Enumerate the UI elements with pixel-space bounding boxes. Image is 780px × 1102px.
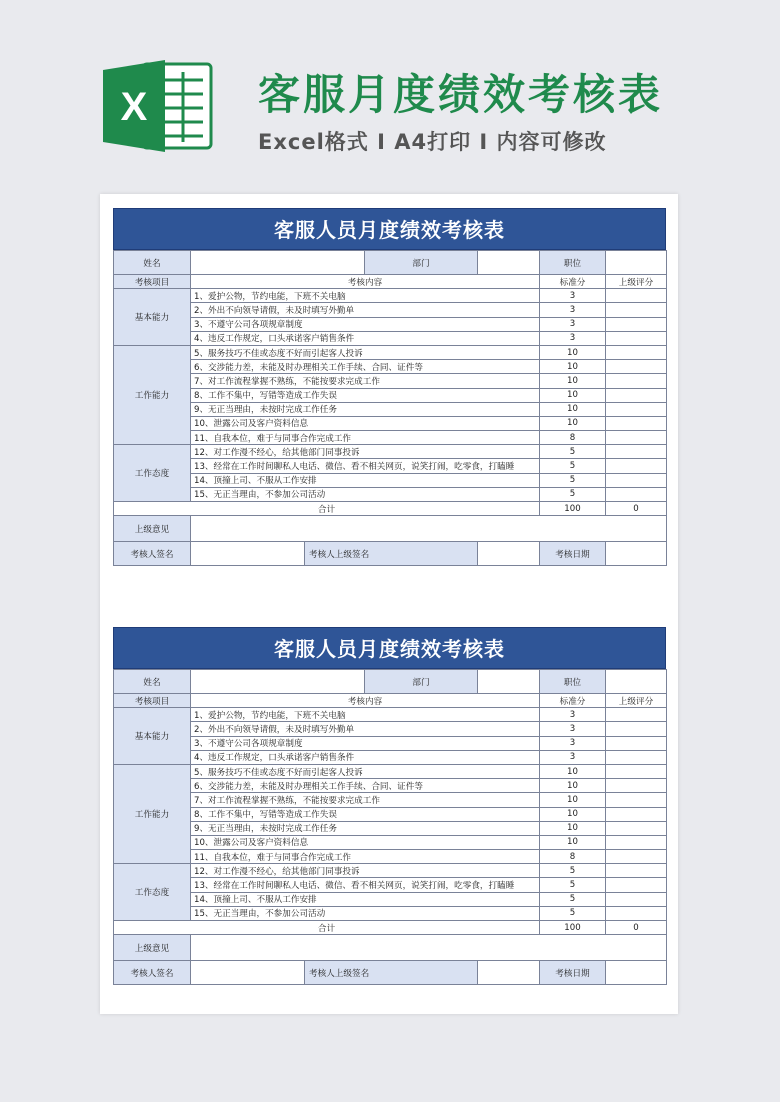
total-label: 合计 (114, 502, 540, 516)
item-supervisor-score[interactable] (606, 345, 667, 359)
item-supervisor-score[interactable] (606, 878, 667, 892)
item-content: 2、外出不向领导请假，未及时填写外勤单 (191, 303, 540, 317)
item-supervisor-score[interactable] (606, 807, 667, 821)
page-title: 客服月度绩效考核表 (258, 70, 664, 119)
appraisal-sheet-2 (113, 627, 666, 985)
total-row (114, 921, 667, 935)
table-row (114, 331, 667, 345)
item-content: 1、爱护公物，节约电能，下班不关电脑 (191, 289, 540, 303)
date-field[interactable] (606, 542, 667, 566)
item-content: 12、对工作漫不经心，给其他部门同事投诉 (191, 445, 540, 459)
date-field[interactable] (606, 961, 667, 985)
table-row (114, 793, 667, 807)
col-std-header: 标准分 (540, 694, 606, 708)
item-standard-score: 10 (540, 388, 606, 402)
position-label: 职位 (540, 670, 606, 694)
signature-row (114, 542, 667, 566)
signature-row (114, 961, 667, 985)
item-content: 9、无正当理由，未按时完成工作任务 (191, 821, 540, 835)
item-standard-score: 5 (540, 459, 606, 473)
item-supervisor-score[interactable] (606, 331, 667, 345)
item-standard-score: 10 (540, 807, 606, 821)
page-subtitle: Excel格式 I A4打印 I 内容可修改 (258, 130, 607, 154)
date-label: 考核日期 (540, 961, 606, 985)
item-content: 14、顶撞上司、不服从工作安排 (191, 473, 540, 487)
table-row (114, 764, 667, 778)
item-supervisor-score[interactable] (606, 750, 667, 764)
item-supervisor-score[interactable] (606, 431, 667, 445)
item-standard-score: 3 (540, 750, 606, 764)
total-row (114, 502, 667, 516)
name-field[interactable] (191, 251, 365, 275)
col-score-header: 上级评分 (606, 694, 667, 708)
group-label: 基本能力 (114, 289, 191, 346)
opinion-label: 上级意见 (114, 935, 191, 961)
sheet-title: 客服人员月度绩效考核表 (113, 627, 666, 669)
item-standard-score: 3 (540, 736, 606, 750)
item-content: 4、违反工作规定，口头承诺客户销售条件 (191, 331, 540, 345)
table-row (114, 289, 667, 303)
item-standard-score: 3 (540, 317, 606, 331)
table-row (114, 878, 667, 892)
item-supervisor-score[interactable] (606, 388, 667, 402)
item-supervisor-score[interactable] (606, 303, 667, 317)
item-content: 6、交涉能力差，未能及时办理相关工作手续、合同、证件等 (191, 779, 540, 793)
table-row (114, 906, 667, 920)
table-row (114, 431, 667, 445)
item-content: 5、服务技巧不佳或态度不好而引起客人投诉 (191, 345, 540, 359)
item-content: 10、泄露公司及客户资料信息 (191, 416, 540, 430)
item-content: 11、自我本位，难于与同事合作完成工作 (191, 431, 540, 445)
signer-field[interactable] (191, 961, 305, 985)
table-row (114, 402, 667, 416)
table-row (114, 388, 667, 402)
item-supervisor-score[interactable] (606, 487, 667, 501)
item-supervisor-score[interactable] (606, 317, 667, 331)
item-content: 3、不遵守公司各项规章制度 (191, 736, 540, 750)
group-label: 工作态度 (114, 864, 191, 921)
total-label: 合计 (114, 921, 540, 935)
signer-label: 考核人签名 (114, 961, 191, 985)
info-row (114, 670, 667, 694)
table-row (114, 445, 667, 459)
item-supervisor-score[interactable] (606, 736, 667, 750)
item-supervisor-score[interactable] (606, 722, 667, 736)
item-supervisor-score[interactable] (606, 402, 667, 416)
appraisal-table (113, 250, 667, 566)
opinion-label: 上级意见 (114, 516, 191, 542)
svg-text:X: X (120, 85, 148, 129)
opinion-row (114, 935, 667, 961)
signer-supervisor-label: 考核人上级签名 (305, 542, 478, 566)
item-content: 14、顶撞上司、不服从工作安排 (191, 892, 540, 906)
item-standard-score: 10 (540, 360, 606, 374)
item-content: 10、泄露公司及客户资料信息 (191, 835, 540, 849)
item-content: 8、工作不集中，写错等造成工作失误 (191, 807, 540, 821)
item-supervisor-score[interactable] (606, 821, 667, 835)
dept-field[interactable] (478, 670, 540, 694)
appraisal-sheet-1 (113, 208, 666, 566)
item-standard-score: 5 (540, 473, 606, 487)
total-standard: 100 (540, 921, 606, 935)
item-supervisor-score[interactable] (606, 835, 667, 849)
table-row (114, 487, 667, 501)
table-row (114, 821, 667, 835)
excel-logo-icon (103, 60, 213, 152)
table-row (114, 807, 667, 821)
item-standard-score: 10 (540, 793, 606, 807)
position-field[interactable] (606, 251, 667, 275)
table-row (114, 374, 667, 388)
table-row (114, 892, 667, 906)
item-standard-score: 3 (540, 331, 606, 345)
dept-label: 部门 (365, 670, 478, 694)
name-label: 姓名 (114, 670, 191, 694)
item-standard-score: 10 (540, 821, 606, 835)
name-field[interactable] (191, 670, 365, 694)
item-supervisor-score[interactable] (606, 473, 667, 487)
item-supervisor-score[interactable] (606, 779, 667, 793)
item-supervisor-score[interactable] (606, 289, 667, 303)
item-supervisor-score[interactable] (606, 793, 667, 807)
table-row (114, 864, 667, 878)
item-standard-score: 10 (540, 402, 606, 416)
col-item-header: 考核项目 (114, 694, 191, 708)
item-standard-score: 5 (540, 878, 606, 892)
item-standard-score: 3 (540, 722, 606, 736)
col-score-header: 上级评分 (606, 275, 667, 289)
position-label: 职位 (540, 251, 606, 275)
item-content: 7、对工作流程掌握不熟练，不能按要求完成工作 (191, 793, 540, 807)
opinion-field[interactable] (191, 935, 667, 961)
item-standard-score: 3 (540, 303, 606, 317)
total-standard: 100 (540, 502, 606, 516)
item-standard-score: 8 (540, 431, 606, 445)
table-row (114, 459, 667, 473)
item-standard-score: 8 (540, 850, 606, 864)
item-content: 7、对工作流程掌握不熟练，不能按要求完成工作 (191, 374, 540, 388)
signer-field[interactable] (191, 542, 305, 566)
item-standard-score: 10 (540, 345, 606, 359)
item-standard-score: 5 (540, 892, 606, 906)
signer-label: 考核人签名 (114, 542, 191, 566)
item-content: 9、无正当理由，未按时完成工作任务 (191, 402, 540, 416)
item-content: 2、外出不向领导请假，未及时填写外勤单 (191, 722, 540, 736)
item-standard-score: 3 (540, 708, 606, 722)
table-row (114, 850, 667, 864)
group-label: 基本能力 (114, 708, 191, 765)
info-row (114, 251, 667, 275)
item-content: 13、经常在工作时间聊私人电话、微信、看不相关网页，说笑打闹，吃零食，打瞌睡 (191, 878, 540, 892)
signer-supervisor-field[interactable] (478, 542, 540, 566)
column-header-row (114, 275, 667, 289)
table-row (114, 835, 667, 849)
table-row (114, 708, 667, 722)
total-score: 0 (606, 502, 667, 516)
item-supervisor-score[interactable] (606, 864, 667, 878)
opinion-row (114, 516, 667, 542)
col-std-header: 标准分 (540, 275, 606, 289)
item-supervisor-score[interactable] (606, 416, 667, 430)
table-row (114, 303, 667, 317)
signer-supervisor-field[interactable] (478, 961, 540, 985)
table-row (114, 317, 667, 331)
dept-label: 部门 (365, 251, 478, 275)
page-header (0, 0, 780, 190)
position-field[interactable] (606, 670, 667, 694)
item-supervisor-score[interactable] (606, 892, 667, 906)
col-content-header: 考核内容 (191, 275, 540, 289)
item-content: 6、交涉能力差，未能及时办理相关工作手续、合同、证件等 (191, 360, 540, 374)
item-standard-score: 10 (540, 374, 606, 388)
item-supervisor-score[interactable] (606, 850, 667, 864)
item-content: 3、不遵守公司各项规章制度 (191, 317, 540, 331)
item-supervisor-score[interactable] (606, 708, 667, 722)
item-content: 5、服务技巧不佳或态度不好而引起客人投诉 (191, 764, 540, 778)
item-content: 15、无正当理由，不参加公司活动 (191, 906, 540, 920)
item-content: 15、无正当理由，不参加公司活动 (191, 487, 540, 501)
item-standard-score: 3 (540, 289, 606, 303)
item-supervisor-score[interactable] (606, 360, 667, 374)
item-content: 8、工作不集中，写错等造成工作失误 (191, 388, 540, 402)
group-label: 工作能力 (114, 764, 191, 863)
table-row (114, 416, 667, 430)
appraisal-table (113, 669, 667, 985)
group-label: 工作能力 (114, 345, 191, 444)
dept-field[interactable] (478, 251, 540, 275)
table-row (114, 722, 667, 736)
col-item-header: 考核项目 (114, 275, 191, 289)
item-supervisor-score[interactable] (606, 374, 667, 388)
table-row (114, 360, 667, 374)
table-row (114, 736, 667, 750)
item-standard-score: 10 (540, 779, 606, 793)
group-label: 工作态度 (114, 445, 191, 502)
item-content: 4、违反工作规定，口头承诺客户销售条件 (191, 750, 540, 764)
item-content: 11、自我本位，难于与同事合作完成工作 (191, 850, 540, 864)
item-content: 13、经常在工作时间聊私人电话、微信、看不相关网页，说笑打闹，吃零食，打瞌睡 (191, 459, 540, 473)
table-row (114, 473, 667, 487)
item-standard-score: 5 (540, 864, 606, 878)
item-standard-score: 10 (540, 764, 606, 778)
item-supervisor-score[interactable] (606, 906, 667, 920)
item-content: 1、爱护公物，节约电能，下班不关电脑 (191, 708, 540, 722)
opinion-field[interactable] (191, 516, 667, 542)
date-label: 考核日期 (540, 542, 606, 566)
item-standard-score: 5 (540, 487, 606, 501)
item-supervisor-score[interactable] (606, 459, 667, 473)
signer-supervisor-label: 考核人上级签名 (305, 961, 478, 985)
item-standard-score: 10 (540, 835, 606, 849)
item-standard-score: 5 (540, 445, 606, 459)
sheet-title: 客服人员月度绩效考核表 (113, 208, 666, 250)
item-standard-score: 5 (540, 906, 606, 920)
table-row (114, 750, 667, 764)
col-content-header: 考核内容 (191, 694, 540, 708)
item-standard-score: 10 (540, 416, 606, 430)
table-row (114, 345, 667, 359)
name-label: 姓名 (114, 251, 191, 275)
item-supervisor-score[interactable] (606, 445, 667, 459)
column-header-row (114, 694, 667, 708)
total-score: 0 (606, 921, 667, 935)
table-row (114, 779, 667, 793)
item-content: 12、对工作漫不经心，给其他部门同事投诉 (191, 864, 540, 878)
item-supervisor-score[interactable] (606, 764, 667, 778)
